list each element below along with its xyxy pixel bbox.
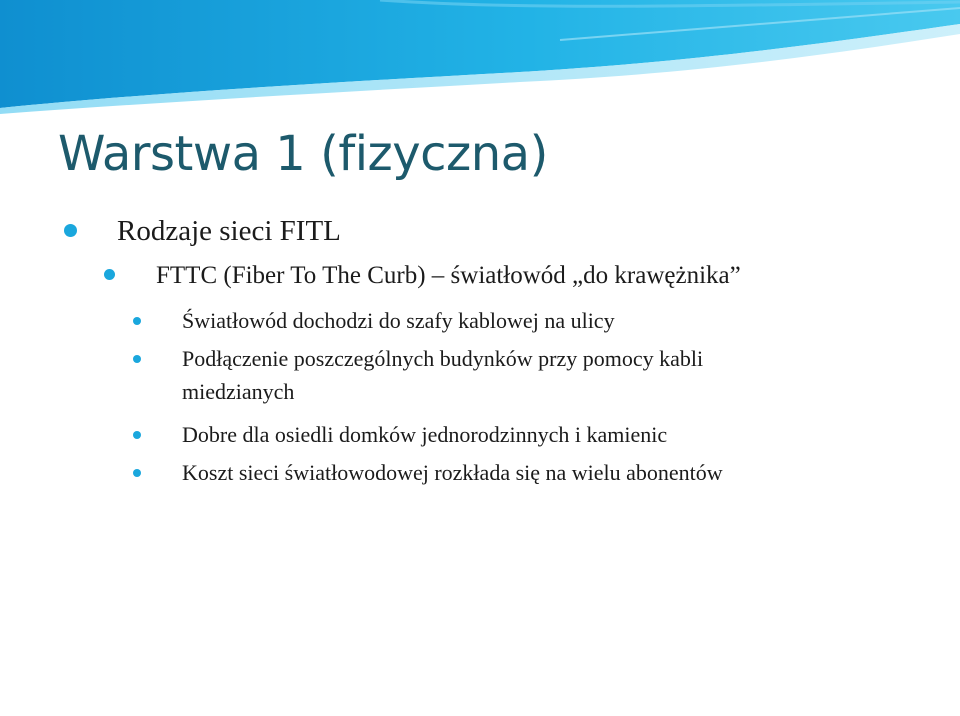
bullet-level3-text: Koszt sieci światłowodowej rozkłada się na wielu abonentów [182, 460, 723, 485]
bullet-level3-text-continuation: miedzianych [182, 379, 295, 404]
bullet-level3-icon [133, 469, 141, 477]
bullet-level3-icon [133, 317, 141, 325]
bullet-level3-icon [133, 431, 141, 439]
bullet-level2-text: FTTC (Fiber To The Curb) – światłowód „do krawężnika” [156, 262, 741, 289]
bullet-level3-icon [133, 355, 141, 363]
header-wave-banner [0, 0, 960, 120]
bullet-level3-text: Dobre dla osiedli domków jednorodzinnych i kamienic [182, 422, 668, 447]
bullet-level3-text: Podłączenie poszczególnych budynków przy pomocy kabli [182, 346, 704, 371]
bullet-level2-icon [104, 269, 115, 280]
slide-title: Warstwa 1 (fizyczna) [58, 126, 548, 182]
bullet-level1-icon [64, 224, 77, 237]
bullet-level3-text: Światłowód dochodzi do szafy kablowej na ulicy [182, 308, 615, 333]
bullet-level1-text: Rodzaje sieci FITL [117, 215, 341, 247]
